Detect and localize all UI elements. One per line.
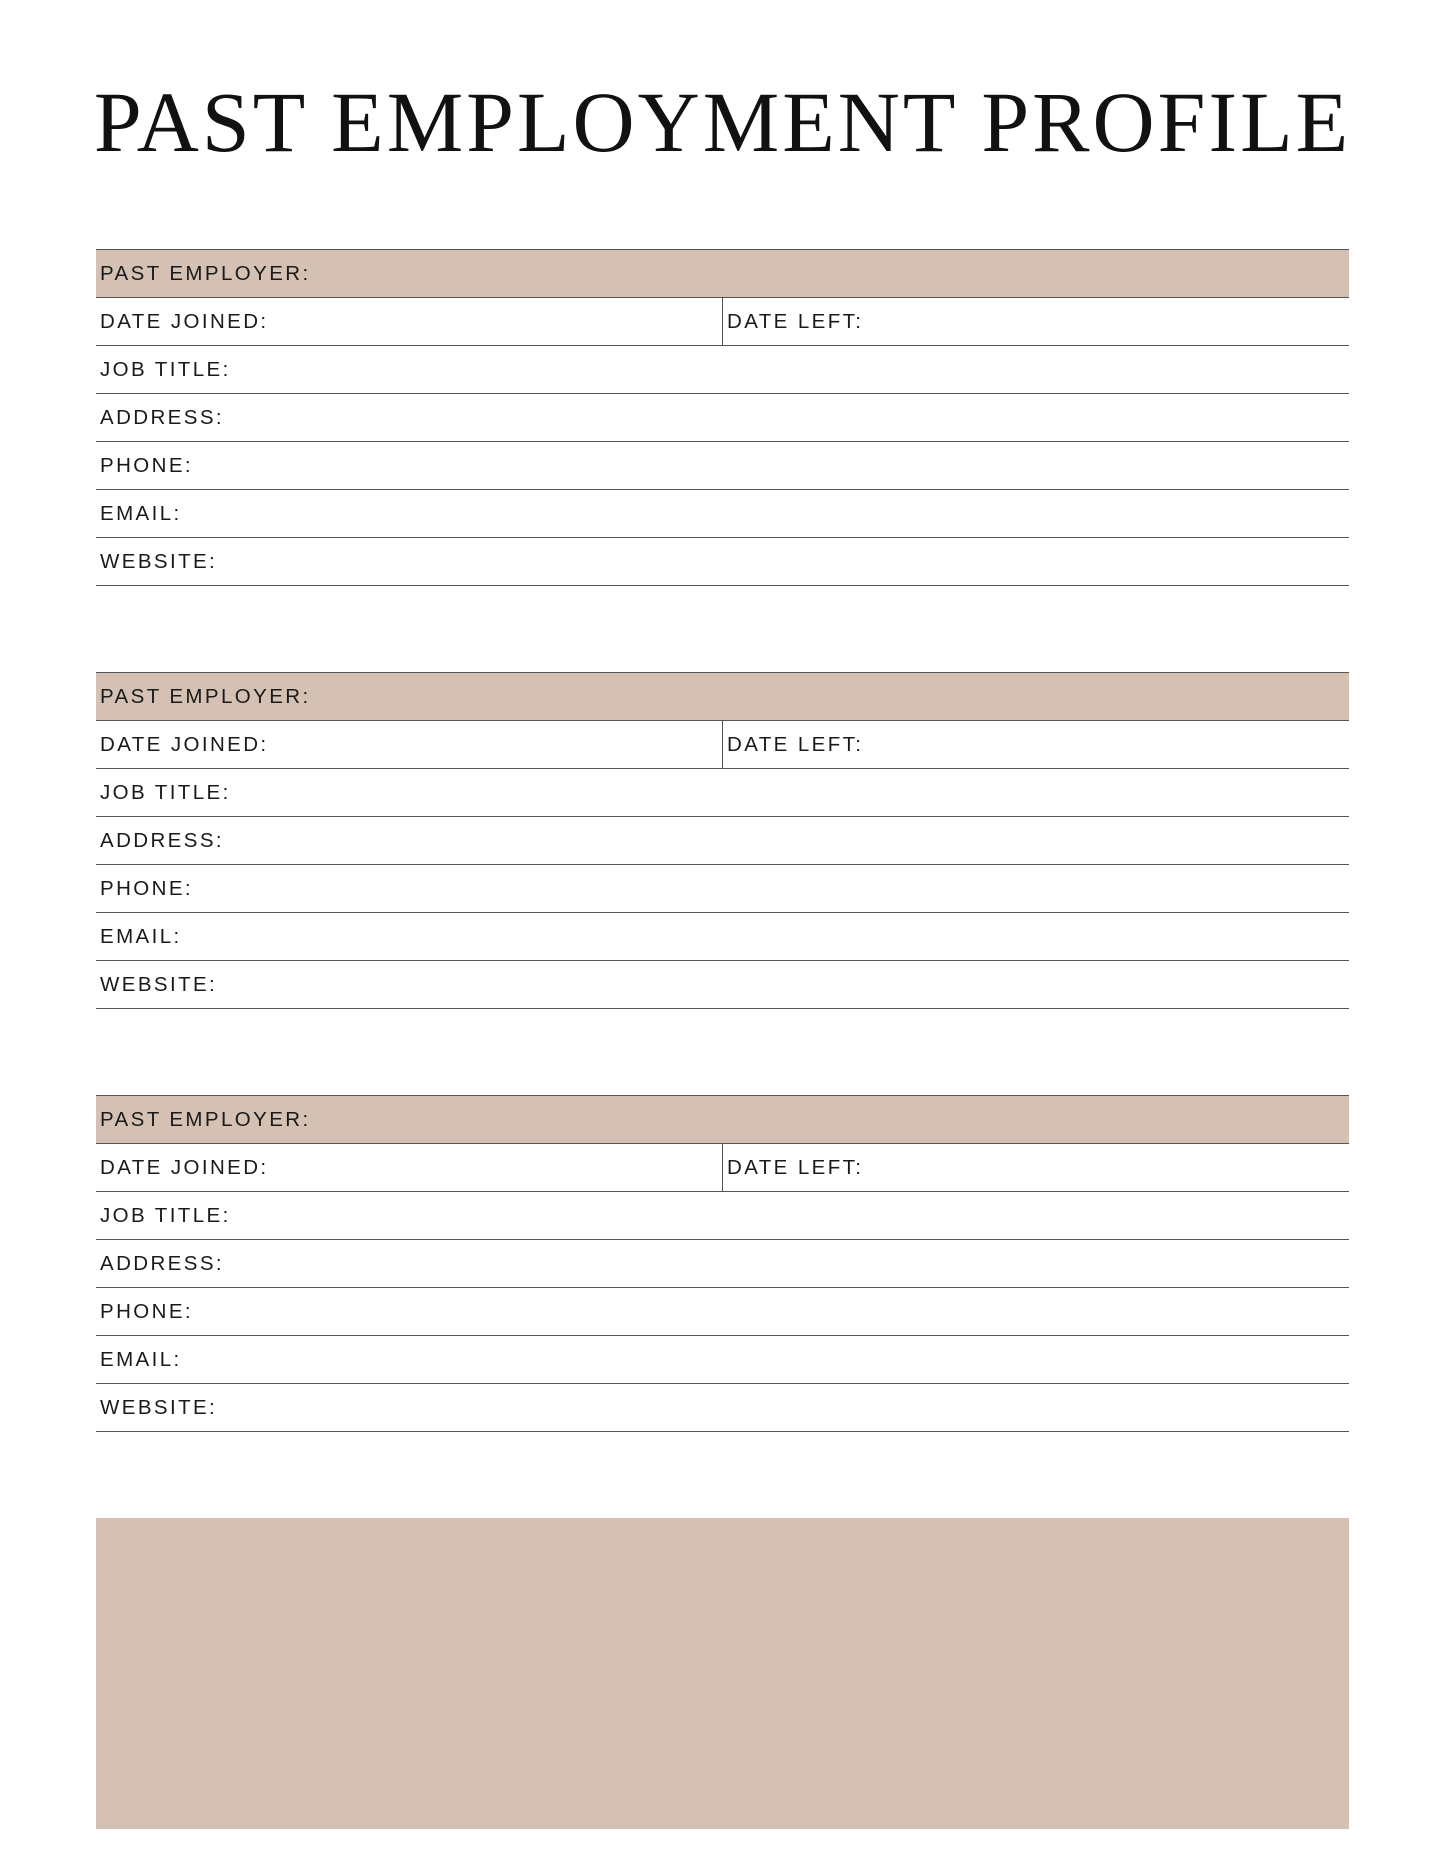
- job-title-label: JOB TITLE:: [100, 357, 231, 381]
- date-left-field[interactable]: [723, 721, 1349, 768]
- website-label: WEBSITE:: [100, 972, 218, 996]
- website-label: WEBSITE:: [100, 1395, 218, 1419]
- email-label: EMAIL:: [100, 924, 182, 948]
- date-joined-label: DATE JOINED:: [100, 732, 269, 756]
- website-label: WEBSITE:: [100, 549, 218, 573]
- employer-label: PAST EMPLOYER:: [100, 261, 311, 285]
- employer-label: PAST EMPLOYER:: [100, 684, 311, 708]
- phone-label: PHONE:: [100, 876, 193, 900]
- date-left-field[interactable]: [723, 298, 1349, 345]
- phone-field[interactable]: [96, 1288, 1349, 1336]
- employer-row[interactable]: [96, 673, 1349, 721]
- phone-label: PHONE:: [100, 453, 193, 477]
- date-left-field[interactable]: [723, 1144, 1349, 1191]
- employer-row[interactable]: [96, 250, 1349, 298]
- address-label: ADDRESS:: [100, 828, 225, 852]
- website-field[interactable]: [96, 538, 1349, 586]
- dates-row: [96, 721, 1349, 769]
- dates-row: [96, 1144, 1349, 1192]
- website-field[interactable]: [96, 1384, 1349, 1432]
- employer-section-2: [96, 672, 1349, 1009]
- employer-section-3: [96, 1095, 1349, 1432]
- address-field[interactable]: [96, 394, 1349, 442]
- date-left-label: DATE LEFT:: [727, 732, 864, 756]
- email-field[interactable]: [96, 490, 1349, 538]
- date-left-label: DATE LEFT:: [727, 309, 864, 333]
- address-field[interactable]: [96, 817, 1349, 865]
- employer-label: PAST EMPLOYER:: [100, 1107, 311, 1131]
- date-joined-label: DATE JOINED:: [100, 1155, 269, 1179]
- job-title-label: JOB TITLE:: [100, 780, 231, 804]
- page-title: PAST EMPLOYMENT PROFILE: [93, 74, 1352, 170]
- date-joined-field[interactable]: [96, 1144, 723, 1191]
- email-field[interactable]: [96, 1336, 1349, 1384]
- employer-section-1: [96, 249, 1349, 586]
- date-joined-field[interactable]: [96, 721, 723, 768]
- job-title-label: JOB TITLE:: [100, 1203, 231, 1227]
- dates-row: [96, 298, 1349, 346]
- phone-field[interactable]: [96, 865, 1349, 913]
- date-left-label: DATE LEFT:: [727, 1155, 864, 1179]
- job-title-field[interactable]: [96, 346, 1349, 394]
- phone-label: PHONE:: [100, 1299, 193, 1323]
- website-field[interactable]: [96, 961, 1349, 1009]
- phone-field[interactable]: [96, 442, 1349, 490]
- email-label: EMAIL:: [100, 501, 182, 525]
- address-label: ADDRESS:: [100, 1251, 225, 1275]
- email-label: EMAIL:: [100, 1347, 182, 1371]
- notes-box[interactable]: [96, 1518, 1349, 1829]
- email-field[interactable]: [96, 913, 1349, 961]
- address-label: ADDRESS:: [100, 405, 225, 429]
- date-joined-label: DATE JOINED:: [100, 309, 269, 333]
- job-title-field[interactable]: [96, 1192, 1349, 1240]
- address-field[interactable]: [96, 1240, 1349, 1288]
- date-joined-field[interactable]: [96, 298, 723, 345]
- job-title-field[interactable]: [96, 769, 1349, 817]
- employer-row[interactable]: [96, 1096, 1349, 1144]
